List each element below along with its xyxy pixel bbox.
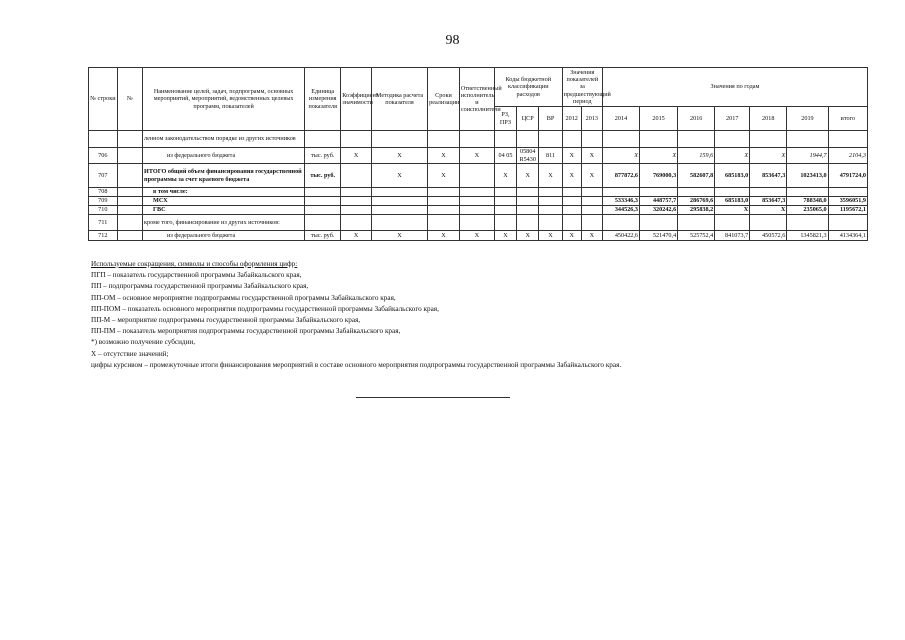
program-table <box>88 67 868 241</box>
year-value-cell <box>715 188 750 197</box>
header-year-2013: 2013 <box>581 107 602 131</box>
year-value-cell: 685183,0 <box>715 164 750 188</box>
name-cell: МСХ <box>143 197 305 206</box>
responsible-cell <box>459 188 494 197</box>
header-year-2018: 2018 <box>750 107 787 131</box>
row-number-cell: 710 <box>89 206 118 215</box>
separator-line <box>356 397 510 398</box>
header-year-2017: 2017 <box>715 107 750 131</box>
code-csr-cell: Х <box>517 164 539 188</box>
row-number-cell: 706 <box>89 148 118 164</box>
year-value-cell: 769000,3 <box>640 164 678 188</box>
year-value-cell: 4791724,0 <box>828 164 867 188</box>
header-responsible: Ответственный исполнитель и соисполнители <box>459 68 494 131</box>
prev-2012-cell <box>562 197 581 206</box>
code-vr-cell <box>539 215 562 231</box>
no-cell <box>117 215 142 231</box>
responsible-cell <box>459 215 494 231</box>
header-year-2014: 2014 <box>602 107 639 131</box>
coef-cell <box>341 131 372 148</box>
year-value-cell <box>678 188 715 197</box>
responsible-cell <box>459 206 494 215</box>
row-number-cell <box>89 131 118 148</box>
no-cell <box>117 148 142 164</box>
coef-cell <box>341 206 372 215</box>
code-csr-cell <box>517 197 539 206</box>
name-cell: кроме того, финансирование из других источников: <box>143 215 305 231</box>
no-cell <box>117 231 142 241</box>
year-value-cell <box>640 131 678 148</box>
year-value-cell: 533346,3 <box>602 197 639 206</box>
table-row <box>89 231 868 241</box>
unit-cell: тыс. руб. <box>305 231 341 241</box>
year-value-cell: 4134364,1 <box>828 231 867 241</box>
legend-line: ПП – подпрограмма государственной программы Забайкальского края, <box>91 282 309 291</box>
code-csr-cell <box>517 215 539 231</box>
prev-2013-cell: Х <box>581 231 602 241</box>
year-value-cell: 235065,0 <box>787 206 828 215</box>
prev-2012-cell: Х <box>562 148 581 164</box>
header-coef: Коэффициент значимости <box>341 68 372 131</box>
legend-line: ПГП – показатель государственной программы Забайкальского края, <box>91 271 302 280</box>
method-cell: Х <box>371 164 427 188</box>
year-value-cell: 841073,7 <box>715 231 750 241</box>
method-cell <box>371 131 427 148</box>
header-year-2015: 2015 <box>640 107 678 131</box>
header-code-vr: ВР <box>539 107 562 131</box>
prev-2013-cell <box>581 215 602 231</box>
unit-cell <box>305 188 341 197</box>
legend-line: ПП-ПОМ – показатель основного мероприятия подпрограммы государственной программы Забайкальского края, <box>91 304 439 313</box>
prev-2013-cell: Х <box>581 148 602 164</box>
year-value-cell <box>715 215 750 231</box>
terms-cell: Х <box>428 148 460 164</box>
name-cell: ИТОГО общий объем финансирования государственной программы за счет краевого бюджета <box>143 164 305 188</box>
year-value-cell <box>828 131 867 148</box>
year-value-cell: 159,6 <box>678 148 715 164</box>
row-number-cell: 707 <box>89 164 118 188</box>
table-row <box>89 148 868 164</box>
year-value-cell: 448757,7 <box>640 197 678 206</box>
year-value-cell <box>828 188 867 197</box>
unit-cell: тыс. руб. <box>305 148 341 164</box>
year-value-cell: 295838,2 <box>678 206 715 215</box>
terms-cell <box>428 188 460 197</box>
header-code-rz: РЗ, ПРЗ <box>494 107 516 131</box>
method-cell <box>371 197 427 206</box>
code-csr-cell <box>517 188 539 197</box>
code-rz-cell <box>494 197 516 206</box>
legend-line: ПП-ОМ – основное мероприятие подпрограммы государственной программы Забайкальского края, <box>91 293 396 302</box>
year-value-cell <box>678 215 715 231</box>
year-value-cell: 521470,4 <box>640 231 678 241</box>
name-cell: из федерального бюджета <box>143 231 305 241</box>
year-value-cell <box>787 188 828 197</box>
year-value-cell <box>828 215 867 231</box>
header-no: № <box>117 68 142 131</box>
legend-line: Х – отсутствие значений; <box>91 349 169 358</box>
legend-line: цифры курсивом – промежуточные итоги финансирования мероприятий в составе основного мероприятия подпрограммы государственной программы Забайкальского края. <box>91 360 622 369</box>
header-years-title: Значения по годам <box>602 68 867 107</box>
unit-cell <box>305 206 341 215</box>
table-row <box>89 215 868 231</box>
table-row <box>89 188 868 197</box>
year-value-cell: 853647,3 <box>750 197 787 206</box>
prev-2013-cell <box>581 206 602 215</box>
year-value-cell: 685183,0 <box>715 197 750 206</box>
terms-cell <box>428 215 460 231</box>
responsible-cell <box>459 197 494 206</box>
code-rz-cell <box>494 206 516 215</box>
year-value-cell <box>602 131 639 148</box>
unit-cell: тыс. руб. <box>305 164 341 188</box>
year-value-cell: 853647,3 <box>750 164 787 188</box>
terms-cell <box>428 206 460 215</box>
coef-cell <box>341 164 372 188</box>
prev-2013-cell: Х <box>581 164 602 188</box>
code-vr-cell <box>539 206 562 215</box>
terms-cell <box>428 131 460 148</box>
header-year-2016: 2016 <box>678 107 715 131</box>
method-cell: Х <box>371 148 427 164</box>
coef-cell: Х <box>341 231 372 241</box>
coef-cell <box>341 188 372 197</box>
year-value-cell: 320242,6 <box>640 206 678 215</box>
table-row <box>89 164 868 188</box>
responsible-cell <box>459 131 494 148</box>
legend-line: ПП-М – мероприятие подпрограммы государственной программы Забайкальского края, <box>91 316 361 325</box>
table-row <box>89 206 868 215</box>
legend <box>91 259 881 371</box>
year-value-cell: 582607,8 <box>678 164 715 188</box>
year-value-cell: 525752,4 <box>678 231 715 241</box>
header-terms: Сроки реализации <box>428 68 460 131</box>
header-method: Методика расчета показателя <box>371 68 427 131</box>
legend-heading: Используемые сокращения, символы и способы оформления цифр: <box>91 260 298 268</box>
code-vr-cell: Х <box>539 164 562 188</box>
year-value-cell <box>602 188 639 197</box>
responsible-cell: Х <box>459 148 494 164</box>
header-year-2019: 2019 <box>787 107 828 131</box>
coef-cell: Х <box>341 148 372 164</box>
code-rz-cell <box>494 215 516 231</box>
year-value-cell <box>750 131 787 148</box>
method-cell <box>371 188 427 197</box>
prev-2012-cell: Х <box>562 231 581 241</box>
year-value-cell <box>640 215 678 231</box>
no-cell <box>117 164 142 188</box>
year-value-cell <box>602 215 639 231</box>
legend-line: ПП-ПМ – показатель мероприятия подпрограммы государственной программы Забайкальского края, <box>91 327 401 336</box>
year-value-cell <box>640 188 678 197</box>
unit-cell <box>305 131 341 148</box>
year-value-cell: 1345821,3 <box>787 231 828 241</box>
year-value-cell <box>715 131 750 148</box>
name-cell: ГВС <box>143 206 305 215</box>
no-cell <box>117 131 142 148</box>
year-value-cell: 1944,7 <box>787 148 828 164</box>
coef-cell <box>341 197 372 206</box>
header-unit: Единица измерения показателя <box>305 68 341 131</box>
responsible-cell <box>459 164 494 188</box>
legend-line: *) возможно получение субсидии, <box>91 338 196 347</box>
year-value-cell: Х <box>750 206 787 215</box>
code-rz-cell: Х <box>494 231 516 241</box>
year-value-cell: Х <box>715 148 750 164</box>
code-vr-cell: 811 <box>539 148 562 164</box>
header-row-no: № строки <box>89 68 118 131</box>
year-value-cell: 1195672,1 <box>828 206 867 215</box>
code-csr-cell: Х <box>517 231 539 241</box>
year-value-cell <box>750 188 787 197</box>
header-total: итого <box>828 107 867 131</box>
legend-lines <box>91 270 881 371</box>
year-value-cell: 1023413,0 <box>787 164 828 188</box>
prev-2013-cell <box>581 197 602 206</box>
header-codes: Коды бюджетной классификации расходов <box>494 68 562 107</box>
prev-2012-cell <box>562 206 581 215</box>
coef-cell <box>341 215 372 231</box>
unit-cell <box>305 197 341 206</box>
year-value-cell: Х <box>602 148 639 164</box>
terms-cell: Х <box>428 231 460 241</box>
year-value-cell: 286769,6 <box>678 197 715 206</box>
prev-2013-cell <box>581 188 602 197</box>
year-value-cell: 877872,6 <box>602 164 639 188</box>
table-body <box>89 131 868 241</box>
year-value-cell <box>678 131 715 148</box>
code-csr-cell <box>517 131 539 148</box>
code-csr-cell: 05804 R5430 <box>517 148 539 164</box>
page-number: 98 <box>445 33 460 48</box>
row-number-cell: 711 <box>89 215 118 231</box>
method-cell: Х <box>371 231 427 241</box>
year-value-cell: 2104,3 <box>828 148 867 164</box>
row-number-cell: 709 <box>89 197 118 206</box>
prev-2013-cell <box>581 131 602 148</box>
code-vr-cell: Х <box>539 231 562 241</box>
terms-cell <box>428 197 460 206</box>
name-cell: в том числе: <box>143 188 305 197</box>
table-row <box>89 197 868 206</box>
code-rz-cell <box>494 188 516 197</box>
code-rz-cell <box>494 131 516 148</box>
no-cell <box>117 188 142 197</box>
code-vr-cell <box>539 188 562 197</box>
table-row <box>89 131 868 148</box>
prev-2012-cell: Х <box>562 164 581 188</box>
row-number-cell: 712 <box>89 231 118 241</box>
header-name: Наименование целей, задач, подпрограмм, основных мероприятий, мероприятий, ведомственных целевых программ, показателей <box>143 68 305 131</box>
year-value-cell <box>787 215 828 231</box>
year-value-cell: 344526,3 <box>602 206 639 215</box>
header-year-2012: 2012 <box>562 107 581 131</box>
terms-cell: Х <box>428 164 460 188</box>
year-value-cell: Х <box>750 148 787 164</box>
code-csr-cell <box>517 206 539 215</box>
method-cell <box>371 215 427 231</box>
year-value-cell: 788348,0 <box>787 197 828 206</box>
name-cell: ленном законодательством порядке из других источников <box>143 131 305 148</box>
code-vr-cell <box>539 131 562 148</box>
name-cell: из федерального бюджета <box>143 148 305 164</box>
year-value-cell: Х <box>715 206 750 215</box>
code-vr-cell <box>539 197 562 206</box>
code-rz-cell: Х <box>494 164 516 188</box>
prev-2012-cell <box>562 188 581 197</box>
year-value-cell: Х <box>640 148 678 164</box>
no-cell <box>117 206 142 215</box>
year-value-cell <box>787 131 828 148</box>
header-prev-values: Значения показателей за предшествующий период <box>563 69 611 105</box>
row-number-cell: 708 <box>89 188 118 197</box>
responsible-cell: Х <box>459 231 494 241</box>
no-cell <box>117 197 142 206</box>
year-value-cell: 450422,6 <box>602 231 639 241</box>
header-code-csr: ЦСР <box>517 107 539 131</box>
table-header <box>89 68 868 131</box>
year-value-cell: 3596051,9 <box>828 197 867 206</box>
year-value-cell <box>750 215 787 231</box>
method-cell <box>371 206 427 215</box>
code-rz-cell: 04 05 <box>494 148 516 164</box>
prev-2012-cell <box>562 131 581 148</box>
year-value-cell: 450572,6 <box>750 231 787 241</box>
unit-cell <box>305 215 341 231</box>
prev-2012-cell <box>562 215 581 231</box>
